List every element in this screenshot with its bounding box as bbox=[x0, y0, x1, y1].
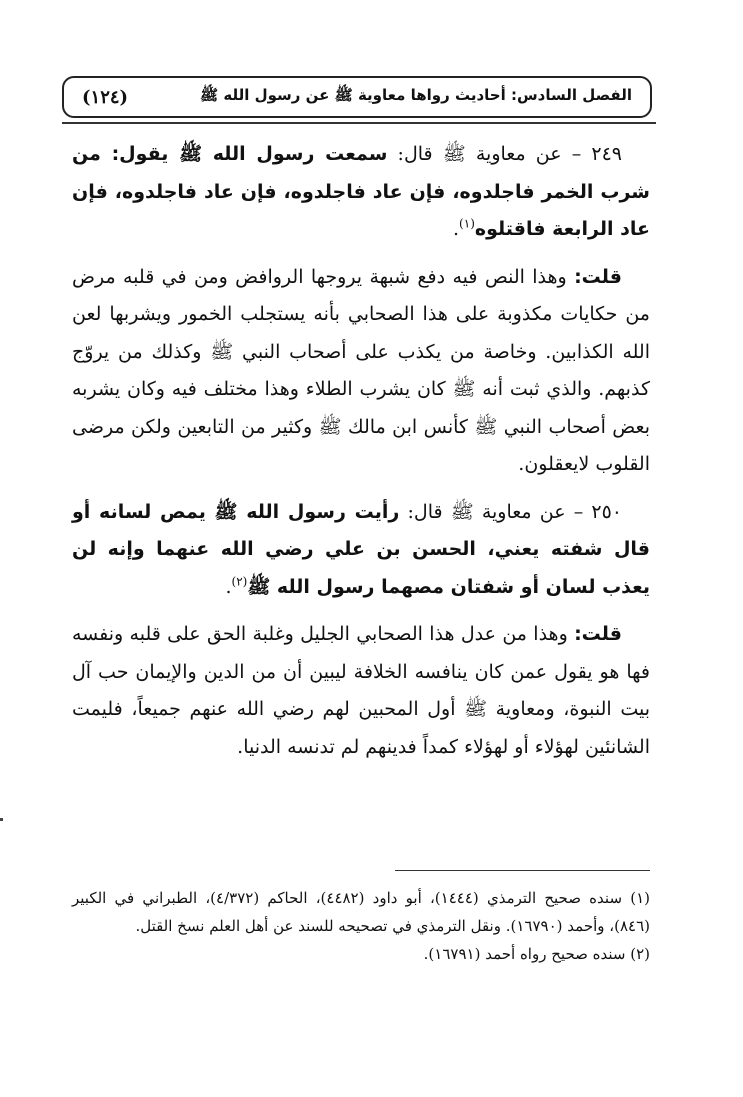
hadith-250-text: رأيت رسول الله ﷺ يمص لسانه أو قال شفته يعني، الحسن بن علي رضي الله عنهما وإنه لن يعذب لسان أو شفتان مصهما رسول الله ﷺ bbox=[72, 500, 650, 598]
chapter-title: الفصل السادس: أحاديث رواها معاوية ﷺ عن رسول الله ﷺ bbox=[200, 86, 632, 104]
hadith-250-end: . bbox=[225, 575, 232, 598]
hadith-249-intro: ٢٤٩ – عن معاوية ﷺ قال: bbox=[387, 143, 622, 165]
comment-2 bbox=[72, 616, 650, 766]
comment-1 bbox=[72, 259, 650, 484]
footnote-1: (١) سنده صحيح الترمذي (١٤٤٤)، أبو داود (٤٤٨٢)، الحاكم (٤/٣٧٢)، الطبراني في الكبير (٨٤٦)، وأحمد (١٦٧٩٠). ونقل الترمذي في تصحيحه للسند عن أهل العلم نسخ القتل. bbox=[72, 889, 650, 935]
page-header bbox=[62, 76, 652, 118]
footnote-2: (٢) سنده صحيح رواه أحمد (١٦٧٩١). bbox=[423, 945, 650, 963]
margin-mark bbox=[0, 818, 3, 821]
hadith-249 bbox=[72, 136, 650, 249]
main-text bbox=[72, 136, 650, 766]
footnotes bbox=[72, 884, 650, 968]
hadith-250 bbox=[72, 494, 650, 607]
page-number: (١٢٤) bbox=[82, 86, 129, 108]
footnote-ref-1: (١) bbox=[459, 216, 475, 231]
comment-1-label: قلت: bbox=[574, 265, 622, 288]
hadith-250-intro: ٢٥٠ – عن معاوية ﷺ قال: bbox=[399, 500, 622, 523]
hadith-249-text: سمعت رسول الله ﷺ يقول: من شرب الخمر فاجلدوه، فإن عاد فاجلدوه، فإن عاد فاجلدوه، فإن عاد الرابعة فاقتلوه bbox=[72, 143, 650, 240]
comment-2-text: وهذا من عدل هذا الصحابي الجليل وغلبة الحق على قلبه ونفسه فها هو يقول عمن كان ينافسه الخلافة ليبين أن من الدين والإيمان حب آل بيت النبوة، ومعاوية ﷺ أول المحبين لهم رضي الله عنهم جميعاً، فليمت الشانئين لهؤلاء أو لهؤلاء كمداً فدينهم لم تدنسه الدنيا. bbox=[72, 623, 650, 758]
comment-1-text: وهذا النص فيه دفع شبهة يروجها الروافض ومن في قلبه مرض من حكايات مكذوبة على هذا الصحابي بأنه يستجلب الخمور ويشربها لعن الله الكذابين. وخاصة من يكذب على أصحاب النبي ﷺ وكذلك من يروّج كذبهم. والذي ثبت أنه ﷺ كان يشرب الطلاء وهذا مختلف فيه وكان يشربه بعض أصحاب النبي ﷺ كأنس ابن مالك ﷺ وكثير من التابعين ولكن مرضى القلوب لايعقلون. bbox=[72, 265, 650, 475]
header-rule bbox=[62, 122, 656, 124]
footnote-rule bbox=[395, 870, 650, 871]
hadith-249-end: . bbox=[453, 218, 460, 240]
comment-2-label: قلت: bbox=[574, 623, 622, 645]
footnote-ref-2: (٢) bbox=[231, 574, 248, 589]
